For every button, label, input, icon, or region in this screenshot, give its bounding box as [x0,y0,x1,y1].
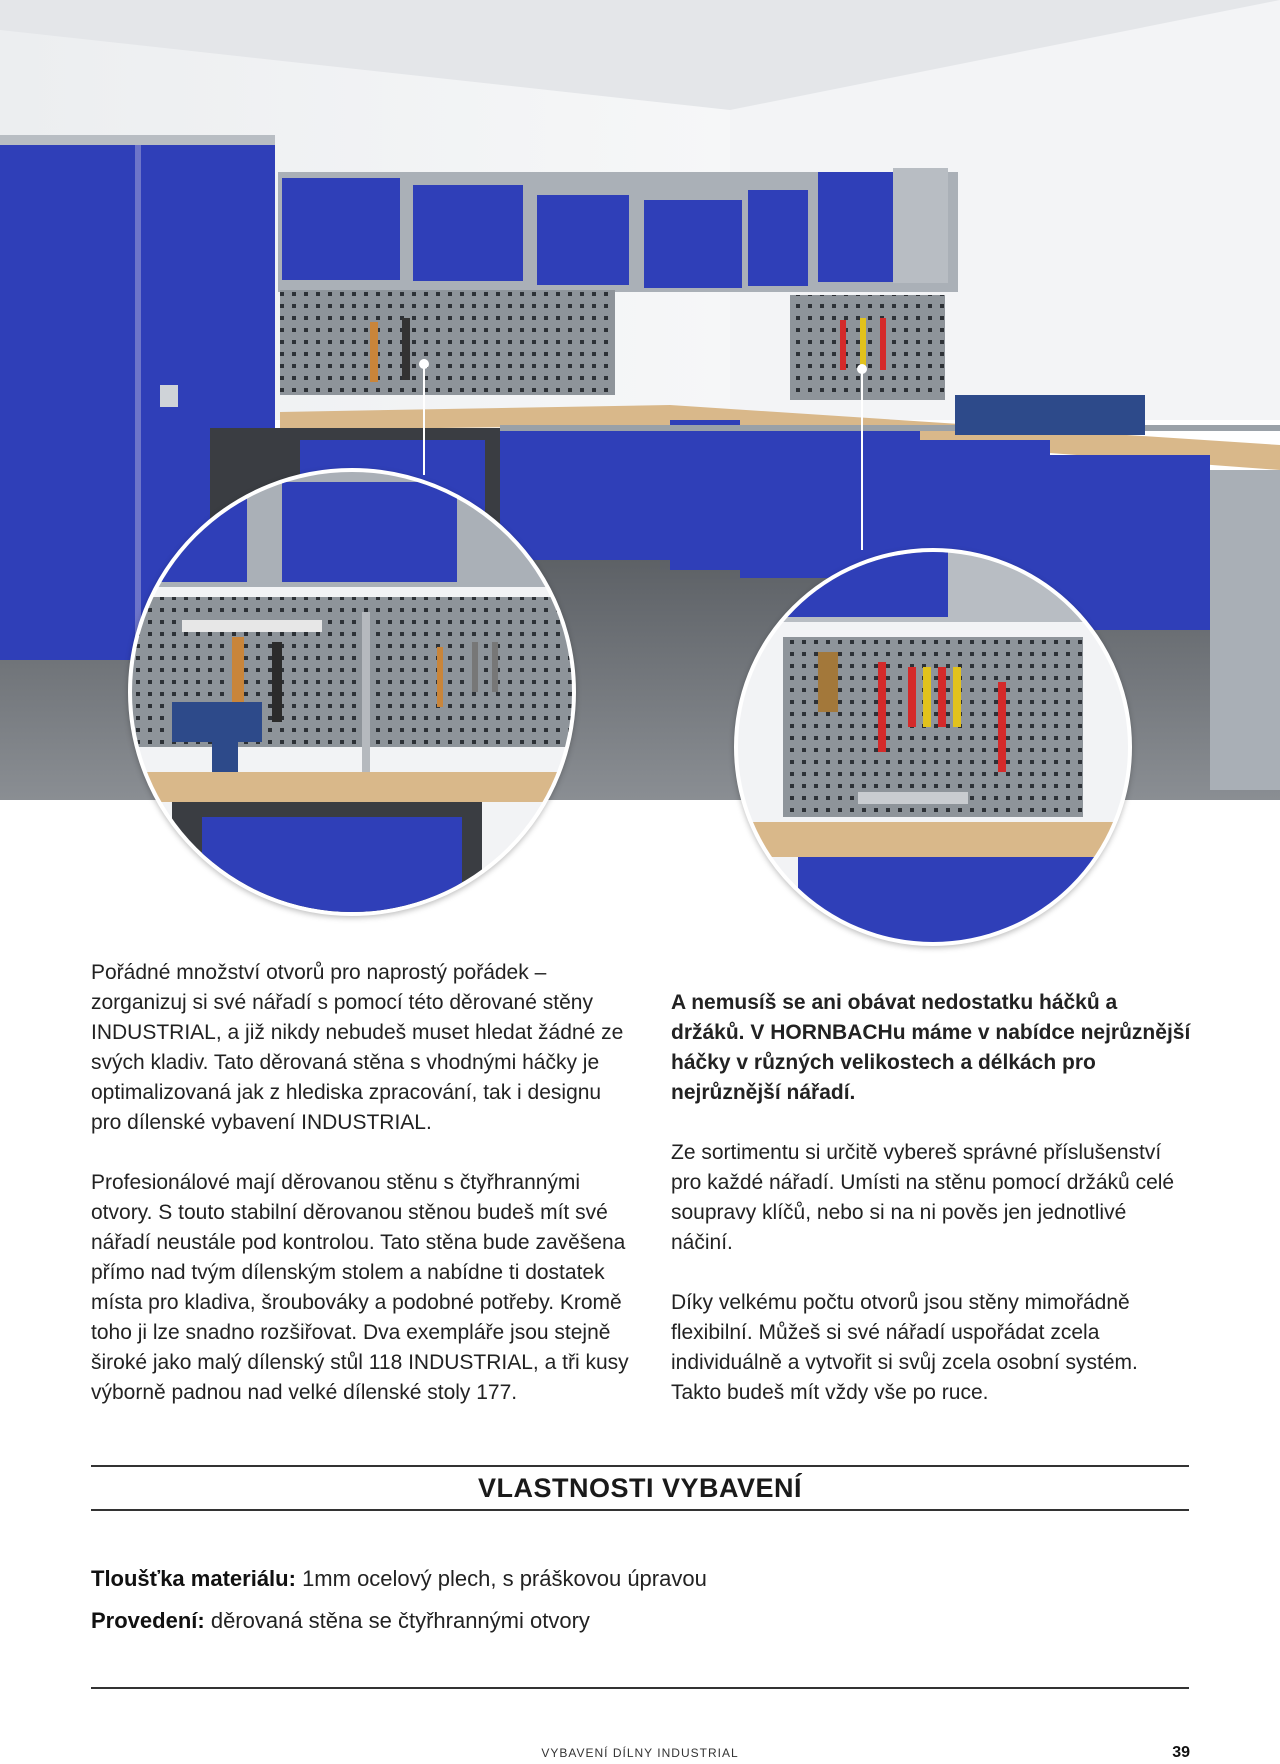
spec-label: Provedení: [91,1608,205,1633]
left-text-column [91,958,631,1438]
features-rule-middle [91,1509,1189,1511]
callout-line-right [861,370,863,550]
left-paragraph-2: Profesionálové mají děrovanou stěnu s čtyřhrannými otvory. S touto stabilní děrovanou stěnou budeš mít své nářadí neustále pod kontrolou. Tato stěna bude zavěšena přímo nad tvým dílenským stolem a nabídne ti dostatek místa pro kladiva, šroubováky a podobné potřeby. Kromě toho ji lze snadno rozšiřovat. Dva exempláře jsou stejně široké jako malý dílenský stůl 118 INDUSTRIAL, a tři kusy výborně padnou nad velké dílenské stoly 177. [91,1171,629,1404]
detail-circle-left [128,468,576,916]
right-lead-paragraph: A nemusíš se ani obávat nedostatku háčků a držáků. V HORNBACHu máme v nabídce nejrůznější háčky v různých velikostech a délkách pro nejrůznější nářadí. [671,991,1191,1104]
page-number: 39 [1172,1744,1190,1761]
features-rule-bottom [91,1687,1189,1689]
spec-value: děrovaná stěna se čtyřhrannými otvory [210,1608,590,1633]
features-rule-top [91,1465,1189,1467]
spec-row-design [91,1608,590,1634]
detail-circle-right [734,548,1132,946]
footer-section-label: VYBAVENÍ DÍLNY INDUSTRIAL [541,1746,739,1760]
spec-value: 1mm ocelový plech, s práškovou úpravou [302,1566,707,1591]
right-paragraph-2: Díky velkému počtu otvorů jsou stěny mimořádně flexibilní. Můžeš si své nářadí uspořádat zcela individuálně a vytvořit si svůj zcela osobní systém. Takto budeš mít vždy vše po ruce. [671,1291,1138,1404]
features-title: VLASTNOSTI VYBAVENÍ [477,1473,803,1503]
spec-row-thickness [91,1566,707,1592]
right-text-column [671,988,1191,1438]
pegboard-detail-left [132,472,572,912]
left-paragraph-1: Pořádné množství otvorů pro naprostý pořádek – zorganizuj si své nářadí s pomocí této děrované stěny INDUSTRIAL, a již nikdy nebudeš muset hledat žádné ze svých kladiv. Tato děrovaná stěna s vhodnými háčky je optimalizovaná jak z hlediska zpracování, tak i designu pro dílenské vybavení INDUSTRIAL. [91,961,624,1134]
pegboard-detail-right [738,552,1128,942]
right-paragraph-1: Ze sortimentu si určitě vybereš správné příslušenství pro každé nářadí. Umísti na stěnu pomocí držáků celé soupravy klíčů, nebo si na ni pověs jen jednotlivé náčiní. [671,1141,1175,1254]
callout-line-left [423,365,425,475]
spec-label: Tloušťka materiálu: [91,1566,296,1591]
